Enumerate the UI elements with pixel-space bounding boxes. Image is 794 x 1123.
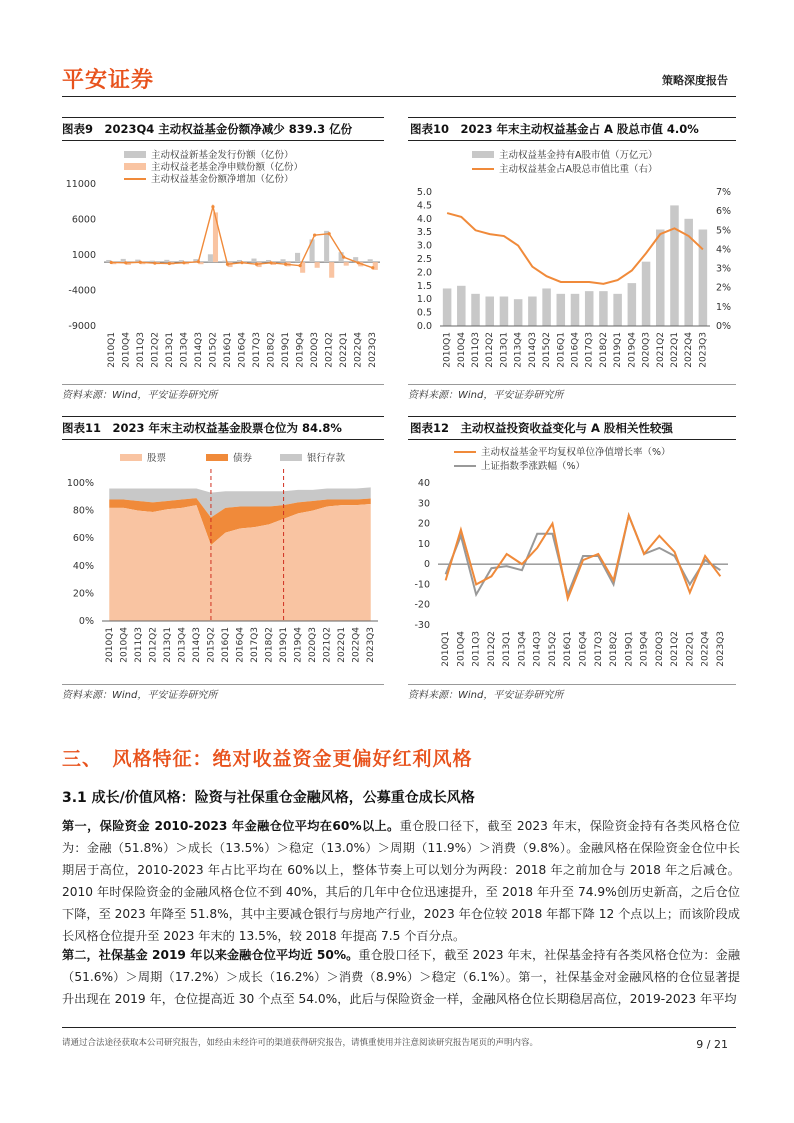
chart12-x-tick: 2010Q4 bbox=[456, 631, 467, 667]
chart10-y-tick: 4.5 bbox=[416, 200, 432, 212]
chart11-title-rule bbox=[62, 439, 384, 440]
subsection-title: 3.1 成长/价值风格：险资与社保重仓金融风格，公募重仓成长风格 bbox=[62, 790, 475, 806]
paragraph-insurance-lead: 第一，保险资金 2010-2023 年金融仓位平均在60%以上。 bbox=[62, 819, 400, 833]
chart10-source-rule bbox=[408, 384, 736, 385]
chart12-y-tick: 20 bbox=[417, 518, 430, 530]
chart10-x-tick: 2013Q1 bbox=[499, 332, 510, 368]
chart9-new-fund-bar bbox=[208, 254, 213, 262]
chart12-y-tick: -10 bbox=[414, 579, 430, 591]
chart10-x-tick: 2016Q1 bbox=[556, 332, 567, 368]
chart11-top-rule bbox=[62, 416, 384, 417]
chart10-x-tick: 2016Q4 bbox=[570, 332, 581, 368]
chart10-x-tick: 2018Q2 bbox=[598, 332, 609, 368]
chart12-x-tick: 2015Q2 bbox=[547, 631, 558, 667]
chart10-market-value-bar bbox=[528, 297, 537, 326]
chart10-market-value-bar bbox=[699, 230, 708, 326]
chart12-y-tick: -20 bbox=[414, 599, 430, 611]
chart10-x-tick: 2019Q1 bbox=[613, 332, 624, 368]
footer-rule bbox=[62, 1027, 736, 1028]
chart9-net-point bbox=[299, 264, 302, 267]
chart10-market-value-bar bbox=[613, 294, 622, 326]
chart10-y-tick: 5.0 bbox=[416, 187, 432, 198]
chart11-x-tick: 2017Q3 bbox=[250, 627, 261, 663]
chart11-legend-label: 债券 bbox=[233, 453, 253, 464]
chart11-x-tick: 2023Q3 bbox=[366, 627, 377, 663]
chart11-svg bbox=[58, 441, 388, 681]
chart9-net-point bbox=[255, 263, 258, 266]
chart10-y-tick: 2.0 bbox=[416, 267, 432, 279]
chart10-title: 图表10 2023 年末主动权益基金占 A 股总市值 4.0% bbox=[410, 122, 699, 136]
chart9-source-rule bbox=[62, 384, 384, 385]
chart9-source: 资料来源：Wind，平安证券研究所 bbox=[62, 390, 218, 401]
chart11-x-tick: 2015Q2 bbox=[206, 627, 217, 663]
chart11-x-tick: 2019Q1 bbox=[279, 627, 290, 663]
chart10-x-tick: 2012Q2 bbox=[485, 332, 496, 368]
chart10-title-rule bbox=[408, 140, 736, 141]
chart10-legend-label: 主动权益基金持有A股市值（万亿元） bbox=[499, 150, 658, 161]
chart12-x-tick: 2010Q1 bbox=[441, 631, 452, 667]
chart10-market-value-bar bbox=[557, 294, 566, 326]
chart9-legend-label: 主动权益基金份额净增加（亿份） bbox=[151, 174, 294, 185]
chart9-new-fund-bar bbox=[164, 260, 169, 262]
chart9-x-tick: 2013Q1 bbox=[164, 332, 175, 368]
chart9-redemption-bar bbox=[315, 262, 320, 268]
chart10-x-tick: 2013Q4 bbox=[513, 332, 524, 368]
chart9-net-point bbox=[240, 261, 243, 264]
chart12-title-rule bbox=[408, 439, 736, 440]
chart11-x-tick: 2016Q1 bbox=[220, 627, 231, 663]
chart11-y-tick: 0% bbox=[78, 616, 94, 627]
chart12-index-line bbox=[446, 515, 721, 594]
chart9-new-fund-bar bbox=[368, 259, 373, 262]
chart9-x-tick: 2019Q1 bbox=[281, 332, 292, 368]
chart9-y-tick: 6000 bbox=[71, 214, 96, 226]
chart9-net-point bbox=[313, 234, 316, 237]
chart9-legend-swatch bbox=[124, 163, 146, 170]
chart9-new-fund-bar bbox=[251, 259, 256, 263]
chart11-y-tick: 100% bbox=[66, 478, 94, 489]
chart10-market-value-bar bbox=[485, 297, 494, 326]
chart9-net-point bbox=[139, 261, 142, 264]
chart9-net-point bbox=[182, 261, 185, 264]
chart11-x-tick: 2010Q4 bbox=[119, 627, 130, 663]
footer-disclaimer: 请通过合法途径获取本公司研究报告，如经由未经许可的渠道获得研究报告，请慎重使用并注意阅读研究报告尾页的声明内容。 bbox=[62, 1038, 539, 1048]
chart11-source: 资料来源：Wind，平安证券研究所 bbox=[62, 690, 218, 701]
chart10-top-rule bbox=[408, 117, 736, 118]
chart12-y-tick: 10 bbox=[417, 538, 430, 550]
chart11-source-rule bbox=[62, 684, 384, 685]
chart9-y-tick: 1000 bbox=[71, 250, 96, 261]
chart9-net-point bbox=[124, 261, 127, 264]
paragraph-social-security bbox=[62, 944, 740, 1010]
doc-type-label: 策略深度报告 bbox=[662, 74, 728, 87]
chart9-net-point bbox=[371, 266, 374, 269]
chart12-source-rule bbox=[408, 684, 736, 685]
chart12-legend-label: 上证指数季涨跌幅（%） bbox=[481, 461, 586, 472]
chart10-y-tick: 2% bbox=[716, 282, 732, 294]
chart9-y-tick: -4000 bbox=[68, 285, 96, 297]
chart12-x-tick: 2016Q4 bbox=[578, 631, 589, 667]
chart10-svg bbox=[404, 142, 740, 380]
chart12-legend-label: 主动权益基金平均复权单位净值增长率（%） bbox=[481, 447, 671, 458]
chart10-y-tick: 1.0 bbox=[416, 294, 432, 306]
chart10-y-tick: 4% bbox=[716, 244, 732, 256]
chart9-x-tick: 2018Q2 bbox=[266, 332, 277, 368]
chart11-x-tick: 2011Q3 bbox=[133, 627, 144, 663]
chart10-x-tick: 2010Q4 bbox=[456, 332, 467, 368]
page-number: 9 / 21 bbox=[696, 1038, 728, 1051]
chart10-x-tick: 2014Q3 bbox=[527, 332, 538, 368]
chart11-legend-swatch bbox=[280, 454, 302, 461]
header-rule bbox=[62, 96, 736, 97]
chart9-x-tick: 2022Q1 bbox=[339, 332, 350, 368]
chart9-net-point bbox=[153, 262, 156, 265]
chart10-y-tick: 0.5 bbox=[416, 307, 432, 319]
chart9-y-tick: -9000 bbox=[68, 321, 96, 332]
chart9-svg bbox=[58, 142, 388, 380]
chart9-x-tick: 2021Q2 bbox=[324, 332, 335, 368]
chart12-x-tick: 2013Q1 bbox=[502, 631, 513, 667]
chart10-x-tick: 2010Q1 bbox=[442, 332, 453, 368]
chart9-x-tick: 2015Q2 bbox=[208, 332, 219, 368]
paragraph-social-lead: 第二，社保基金 2019 年以来金融仓位平均近 50%。 bbox=[62, 948, 359, 962]
chart9-x-tick: 2010Q4 bbox=[121, 332, 132, 368]
chart10-market-value-bar bbox=[542, 288, 551, 326]
chart9-net-point bbox=[269, 261, 272, 264]
chart10-y-tick: 5% bbox=[716, 225, 732, 237]
chart10-market-value-bar bbox=[599, 291, 608, 326]
chart11-x-tick: 2016Q4 bbox=[235, 627, 246, 663]
chart10-x-tick: 2015Q2 bbox=[542, 332, 553, 368]
chart12-y-tick: 40 bbox=[417, 478, 430, 489]
chart10-market-value-bar bbox=[471, 294, 480, 326]
chart10-market-value-bar bbox=[500, 297, 509, 326]
chart11-legend-label: 股票 bbox=[147, 453, 167, 464]
chart10-market-value-bar bbox=[628, 283, 637, 326]
chart9-x-tick: 2016Q4 bbox=[237, 332, 248, 368]
chart11-y-tick: 20% bbox=[72, 588, 94, 600]
chart9-net-point bbox=[328, 232, 331, 235]
chart12-x-tick: 2017Q3 bbox=[593, 631, 604, 667]
chart10-market-value-bar bbox=[571, 294, 580, 326]
chart10-x-tick: 2020Q3 bbox=[641, 332, 652, 368]
chart11-x-tick: 2021Q2 bbox=[322, 627, 333, 663]
chart10-y-tick: 7% bbox=[716, 187, 732, 198]
chart9-y-tick: 11000 bbox=[65, 179, 96, 190]
chart10-x-tick: 2011Q3 bbox=[471, 332, 482, 368]
chart10-market-value-bar bbox=[642, 262, 651, 326]
chart11-title: 图表11 2023 年末主动权益基金股票仓位为 84.8% bbox=[62, 421, 342, 435]
chart10-x-tick: 2021Q2 bbox=[655, 332, 666, 368]
chart10-market-value-bar bbox=[514, 299, 523, 326]
chart11-x-tick: 2018Q2 bbox=[264, 627, 275, 663]
chart9-legend-swatch bbox=[124, 151, 146, 158]
chart9-x-tick: 2016Q1 bbox=[222, 332, 233, 368]
chart9-net-point bbox=[197, 260, 200, 263]
chart11-x-tick: 2020Q3 bbox=[308, 627, 319, 663]
chart12-x-tick: 2022Q4 bbox=[700, 631, 711, 667]
chart9-x-tick: 2020Q3 bbox=[310, 332, 321, 368]
chart10-legend-label: 主动权益基金占A股总市值比重（右） bbox=[499, 164, 658, 175]
chart10-y-tick: 6% bbox=[716, 206, 732, 218]
chart12-top-rule bbox=[408, 416, 736, 417]
chart12-x-tick: 2022Q1 bbox=[685, 631, 696, 667]
chart12-x-tick: 2018Q2 bbox=[609, 631, 620, 667]
chart11-x-tick: 2022Q4 bbox=[351, 627, 362, 663]
chart9-net-point bbox=[110, 261, 113, 264]
chart9-x-tick: 2023Q3 bbox=[368, 332, 379, 368]
chart11-y-tick: 40% bbox=[72, 560, 94, 572]
chart9-x-tick: 2012Q2 bbox=[150, 332, 161, 368]
chart12-y-tick: 30 bbox=[417, 498, 430, 510]
chart12-y-tick: 0 bbox=[423, 559, 430, 571]
chart12-y-tick: -30 bbox=[414, 620, 430, 631]
chart9-net-point bbox=[211, 205, 214, 208]
chart10-y-tick: 1.5 bbox=[416, 280, 432, 292]
chart11-x-tick: 2010Q1 bbox=[104, 627, 115, 663]
chart9-redemption-bar bbox=[213, 212, 218, 262]
chart10-share-line bbox=[447, 213, 703, 284]
chart10-source: 资料来源：Wind，平安证券研究所 bbox=[408, 390, 564, 401]
chart12-x-tick: 2014Q3 bbox=[532, 631, 543, 667]
chart12-x-tick: 2012Q2 bbox=[486, 631, 497, 667]
chart10-y-tick: 3.5 bbox=[416, 227, 432, 239]
chart12-x-tick: 2019Q1 bbox=[624, 631, 635, 667]
chart11-x-tick: 2013Q4 bbox=[177, 627, 188, 663]
chart10-market-value-bar bbox=[670, 205, 679, 326]
chart10-y-tick: 3.0 bbox=[416, 240, 432, 252]
chart9-x-tick: 2022Q4 bbox=[353, 332, 364, 368]
chart12-x-tick: 2020Q3 bbox=[654, 631, 665, 667]
chart9-x-tick: 2011Q3 bbox=[135, 332, 146, 368]
chart10-x-tick: 2022Q1 bbox=[669, 332, 680, 368]
chart9-x-tick: 2010Q1 bbox=[106, 332, 117, 368]
chart12-x-tick: 2013Q4 bbox=[517, 631, 528, 667]
chart10-y-tick: 4.0 bbox=[416, 213, 432, 225]
chart10-x-tick: 2019Q4 bbox=[627, 332, 638, 368]
chart9-net-point bbox=[168, 262, 171, 265]
chart10-market-value-bar bbox=[656, 230, 665, 326]
chart12-svg bbox=[404, 441, 740, 681]
chart10-y-tick: 2.5 bbox=[416, 254, 432, 265]
chart12-x-tick: 2016Q1 bbox=[563, 631, 574, 667]
chart11-y-tick: 60% bbox=[72, 533, 94, 545]
chart9-x-tick: 2013Q4 bbox=[179, 332, 190, 368]
chart10-x-tick: 2022Q4 bbox=[684, 332, 695, 368]
chart9-redemption-bar bbox=[329, 262, 334, 278]
chart11-legend-label: 银行存款 bbox=[307, 453, 346, 464]
chart9-net-point bbox=[357, 261, 360, 264]
chart12-x-tick: 2023Q3 bbox=[715, 631, 726, 667]
chart10-x-tick: 2017Q3 bbox=[584, 332, 595, 368]
chart10-y-tick: 0.0 bbox=[416, 321, 432, 332]
chart9-x-tick: 2014Q3 bbox=[193, 332, 204, 368]
chart11-x-tick: 2013Q1 bbox=[162, 627, 173, 663]
chart10-y-tick: 0% bbox=[716, 321, 732, 332]
chart9-net-line bbox=[111, 207, 372, 268]
brand-logo: 平安证券 bbox=[62, 68, 155, 93]
chart10-x-tick: 2023Q3 bbox=[698, 332, 709, 368]
chart9-legend-label: 主动权益新基金发行份额（亿份） bbox=[151, 150, 294, 161]
chart9-new-fund-bar bbox=[295, 253, 300, 262]
chart12-title: 图表12 主动权益投资收益变化与 A 股相关性较强 bbox=[410, 421, 673, 435]
chart11-x-tick: 2012Q2 bbox=[148, 627, 159, 663]
chart9-redemption-bar bbox=[344, 262, 349, 266]
chart12-x-tick: 2019Q4 bbox=[639, 631, 650, 667]
paragraph-social-body: 重仓股口径下，截至 2023 年末，社保基金持有各类风格仓位为：金融（51.6%）＞周期（17.2%）＞成长（16.2%）＞消费（8.9%）＞稳定（6.1%）。第一，社保基金对金融风格的仓位显著提升出现在 2019 年，仓位提高近 30 个点至 54.0%，此后与保险资金一样，金融风格仓位长期稳居高位，2019-2023 年平均 bbox=[62, 948, 741, 1006]
chart11-x-tick: 2022Q1 bbox=[337, 627, 348, 663]
chart12-x-tick: 2011Q3 bbox=[471, 631, 482, 667]
paragraph-insurance-body: 重仓股口径下，截至 2023 年末，保险资金持有各类风格仓位为：金融（51.8%）＞成长（13.5%）＞稳定（13.0%）＞周期（11.9%）＞消费（9.8%）。金融风格在保险资金仓位中长期居于高位，2010-2023 年占比平均在 60%以上，整体节奏上可以划分为两段：2018 年之前加仓与 2018 年之后减仓。2010 年时保险资金的金融风格仓位不到 40%，其后的几年中仓位迅速提升，至 2018 年升至 74.9%创历史新高，之后仓位下降，至 2023 年降至 51.8%，其中主要减仓银行与房地产行业，2023 年仓位较 2018 年都下降 12 个点以上；而该阶段成长风格仓位提升至 2023 年末的 13.5%，较 2018 年提高 7.5 个百分点。 bbox=[62, 819, 741, 943]
chart11-legend-swatch bbox=[206, 454, 228, 461]
chart9-title: 图表9 2023Q4 主动权益基金份额净减少 839.3 亿份 bbox=[62, 122, 353, 136]
chart9-title-rule bbox=[62, 140, 384, 141]
chart11-x-tick: 2014Q3 bbox=[191, 627, 202, 663]
chart10-market-value-bar bbox=[585, 291, 594, 326]
chart9-net-point bbox=[284, 263, 287, 266]
chart11-x-tick: 2019Q4 bbox=[293, 627, 304, 663]
paragraph-insurance bbox=[62, 815, 740, 947]
chart9-legend-label: 主动权益老基金净申赎份额（亿份） bbox=[151, 162, 304, 173]
chart10-legend-swatch bbox=[472, 151, 494, 158]
chart9-new-fund-bar bbox=[280, 259, 285, 262]
chart11-y-tick: 80% bbox=[72, 505, 94, 517]
chart9-net-point bbox=[226, 263, 229, 266]
chart10-y-tick: 1% bbox=[716, 301, 732, 313]
chart10-market-value-bar bbox=[457, 286, 466, 326]
chart12-x-tick: 2021Q2 bbox=[670, 631, 681, 667]
chart9-new-fund-bar bbox=[324, 231, 329, 262]
chart10-y-tick: 3% bbox=[716, 263, 732, 275]
section-title: 三、 风格特征：绝对收益资金更偏好红利风格 bbox=[62, 748, 473, 770]
chart9-net-point bbox=[342, 256, 345, 259]
chart9-x-tick: 2017Q3 bbox=[252, 332, 263, 368]
chart12-source: 资料来源：Wind，平安证券研究所 bbox=[408, 690, 564, 701]
chart10-market-value-bar bbox=[443, 288, 452, 326]
chart11-legend-swatch bbox=[120, 454, 142, 461]
chart9-top-rule bbox=[62, 117, 384, 118]
chart9-x-tick: 2019Q4 bbox=[295, 332, 306, 368]
